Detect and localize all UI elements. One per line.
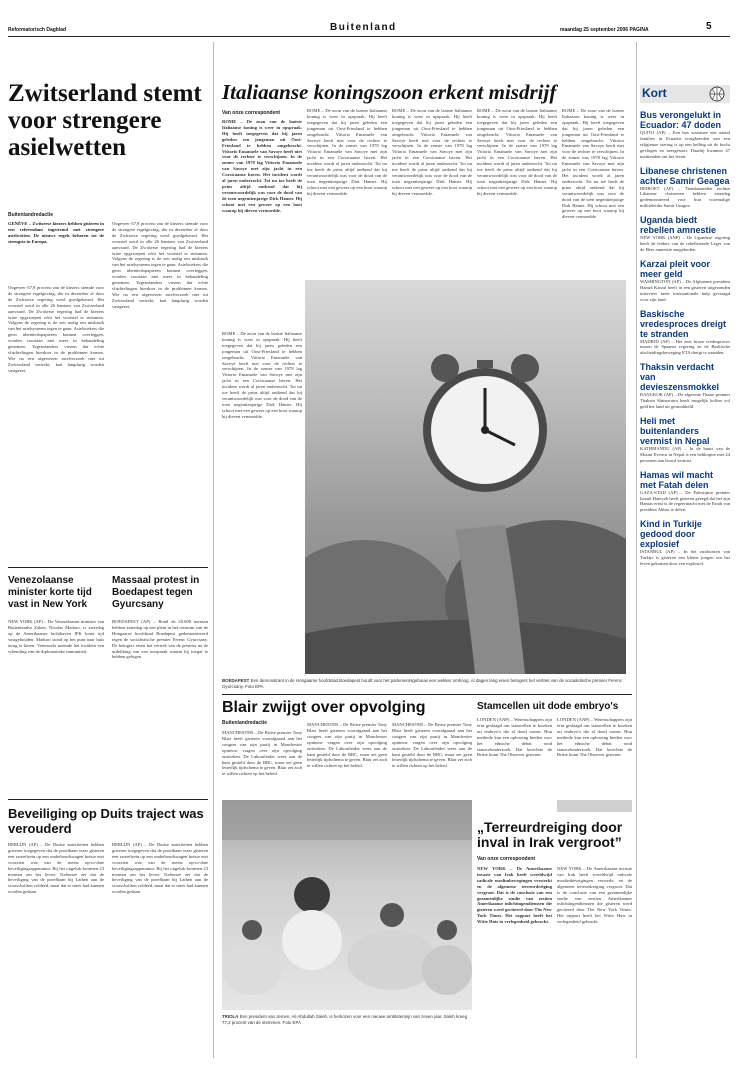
blair-col1: MANCHESTER – De Britse premier Tony Blair heeft gisteren voorafgaand aan het congres van zijn partij in Manchester opnieuw vragen over zijn opvolging ontweken. De Labourleider wees aan de kant gesteld door de BBC, maar zei geen letterlijk tijdschema te geven. Blair zei zich te willen richten op het beleid. xyxy=(222,730,302,777)
zwitserland-text: Ongeveer 67,8 procent van de kiezers stemde voor de strengere regelgeving, die in december al door de Zwitserse regering werd goedgekeurd. Het voorstel werd in alle 26 kantons van Zwitserland aanvaard. De Zwitserse regering had de kiezers ertoe opgeroepen vóór het voorstel te stemmen. Volgens de regering is de wet nodig om misbruik van het asielsysteem tegen te gaan. Asielzoekers die geen identiteitspapieren kunnen overleggen, worden voortaan niet meer in behandeling genomen. Tegenstanders vrezen dat echte vluchtelingen hierdoor in de problemen komen. Wie na een afgewezen asielverzoek niet uit Zwitserland vertrekt, kan langdurig worden vastgezet. xyxy=(8,285,104,373)
clock-caption-credit: Foto EPA xyxy=(245,683,264,689)
zwitserland-body-col2 xyxy=(112,221,208,561)
kort-item-title: Hamas wil macht met Fatah delen xyxy=(640,469,714,490)
masthead-rule xyxy=(8,36,730,37)
clock-caption-text: Een demonstrant in de Hongaarse hoofdstad Boedapest houdt voor het parlementsgebouw een wekker omhoog. Al dagen lang eisen betogers het vertrek van de socialistische premier Ferenc Gyurcsany. xyxy=(222,678,623,689)
italie-col3: ROME – De zoon van de laatste Italiaanse koning is weer in opspraak. Hij heeft toegegeven dat hij jaren geleden een jongeman uit Oost-Friesland te hebben omgebracht. Vittorio Emanuele van Savoye heeft niet voor de rechter te verschijnen. In de zomer van 1978 lag Vittorio Emanuele van Savoye met zijn jacht in een Corsicaanse haven. Het incident wordt al jaren onderzocht. Tot nu toe heeft de prins altijd ontkend dat hij verantwoordelijk was voor de dood van de toen negentienjarige Dirk Hamer. Hij schoot met een geweer op een boot waarop hij dieven vermoedde. xyxy=(392,108,472,196)
stamcellen-headline: Stamcellen uit dode embryo's xyxy=(477,701,619,712)
beveiliging-headline: Beveiliging op Duits traject was verouderd xyxy=(8,806,204,836)
page-number: 5 xyxy=(706,21,712,32)
kort-list xyxy=(640,110,730,1058)
date-text: maandag 25 september 2006 xyxy=(560,27,629,33)
italie-col4: ROME – De zoon van de laatste Italiaanse koning is weer in opspraak. Hij heeft toegegeven dat hij jaren geleden een jongeman uit Oost-Friesland te hebben omgebracht. Vittorio Emanuele van Savoye heeft niet voor de rechter te verschijnen. In de zomer van 1978 lag Vittorio Emanuele van Savoye met zijn jacht in een Corsicaanse haven. Het incident wordt al jaren onderzocht. Tot nu toe heeft de prins altijd ontkend dat hij verantwoordelijk was voor de dood van de toen negentienjarige Dirk Hamer. Hij schoot met een geweer op een boot waarop hij dieven vermoedde. xyxy=(477,108,557,196)
page-label: PAGINA xyxy=(629,27,649,33)
prayer-caption-credit: Foto EPA xyxy=(282,1019,302,1025)
massaal-headline: Massaal protest in Boedapest tegen Gyurcsany xyxy=(112,575,200,610)
column-divider-left xyxy=(213,42,214,1058)
clock-caption-label: BOEDAPEST xyxy=(222,678,250,683)
page-date xyxy=(560,27,649,33)
italie-col1 xyxy=(222,119,302,327)
kort-item-title: Baskische vredesproces dreigt te stranden xyxy=(640,308,727,339)
beveiliging-body-col2: BERLIJN (AP) – De Duitse autoriteiten hebben gisteren toegegeven dat de proefbaan waar gisteren een zweeftrein op een onderhoudswagen botste niet voorzien was van de meest up-to-date beveiligingsapparatuur. Bij het ongeluk kwamen 23 mensen om het leven. Tiefensee zei dat de beveiliging van de proefbaan bij Lathen aan de voorschriften voldeed, maar dat er meer had kunnen worden gedaan. xyxy=(112,842,208,895)
terreur-photo-strip xyxy=(557,800,632,812)
kort-item-text: ISTANBUL (AP) – In het zuidoosten van Turkije is gisteren een kleine jongen om het leven gekomen door een explosief. xyxy=(640,549,730,567)
kort-item-title: Karzai pleit voor meer geld xyxy=(640,258,711,279)
massaal-body: BOEDAPEST (AP) – Rond de 20.000 mensen hebben zaterdag op een plein in het centrum van de Hongaarse hoofdstad Boedapest gedemonstreerd tegen de socialistische premier Ferenc Gyurcsany. De betogers eisen het vertrek van de premier na de uitlekking van een toespraak waarin hij toegaf te hebben gelogen. xyxy=(112,619,208,660)
paper-name: Reformatorisch Dagblad xyxy=(8,27,67,33)
prayer-photo-art xyxy=(222,800,472,1010)
kort-item xyxy=(640,416,730,464)
terreur-col2: NEW YORK – De Amerikaanse invasie van Irak heeft wereldwijd radicale moslimbewegingen versterkt en de algemene terreurdreiging vergroot. Dat is de conclusie van een gezamenlijke studie van zestien Amerikaanse inlichtingendiensten die gisteren werd geciteerd door The New York Times. Het rapport heeft het Witte Huis in verlegenheid gebracht. xyxy=(557,866,632,925)
kort-item-text: KATHMANDU (AP) – In de buurt van de Mount Everest in Nepal is een helikopter met 24 personen aan boord vermist. xyxy=(640,445,730,463)
kort-item-title: Thaksin verdacht van devieszensmokkel xyxy=(640,362,720,393)
kort-item-text: MADRID (AP) – Het zeer broze vredesproces tussen de Spaanse regering en de Baskische afscheidingsbeweging ETA dreigt te stranden. xyxy=(640,338,730,356)
italie-byline: Van onze correspondent xyxy=(222,110,281,116)
italie-col1b: ROME – De zoon van de laatste Italiaanse koning is weer in opspraak. Hij heeft toegegeven dat hij jaren geleden een jongeman uit Oost-Friesland te hebben omgebracht. Vittorio Emanuele van Savoye heeft niet voor de rechter te verschijnen. In de zomer van 1978 lag Vittorio Emanuele van Savoye met zijn jacht in een Corsicaanse haven. Het incident wordt al jaren onderzocht. Tot nu toe heeft de prins altijd ontkend dat hij verantwoordelijk was voor de dood van de toen negentienjarige Dirk Hamer. Hij schoot met een geweer op een boot waarop hij dieven vermoedde. xyxy=(222,331,302,419)
kort-item-text: QUITO (AP) – Een bus waarmee een aantal families in Ecuador terugkeerden van een religieuze viering is op een helling uit de bocht gevlogen en neergestort. Daarbij kwamen 47 inzittenden om het leven. xyxy=(640,130,730,159)
terreur-byline: Van onze correspondent xyxy=(477,856,536,862)
kort-item-text: BEIROET (AP) – Tienduizenden rechtse Libanese christenen hebben zaterdag gedemonstreerd voor hun voormalige militieleider Samir Geagea. xyxy=(640,185,730,209)
italie-lead: ROME – De zoon van de laatste Italiaanse koning is weer in opspraak. Hij heeft toegegeven dat hij jaren geleden een jongeman uit Oost-Friesland te hebben omgebracht. Vittorio Emanuele van Savoye heeft niet voor de rechter te verschijnen. In de zomer van 1978 lag Vittorio Emanuele van Savoye met zijn jacht in een Corsicaanse haven. Het incident wordt al jaren onderzocht. Tot nu toe heeft de prins altijd ontkend dat hij verantwoordelijk was voor de dood van de toen negentienjarige Dirk Hamer. Hij schoot met een geweer op een boot waarop hij dieven vermoedde. xyxy=(222,119,302,213)
kort-item xyxy=(640,309,730,357)
stamcellen-col2: LONDEN (ANP) – Wetenschappers zijn erin geslaagd om stamcellen te kweken uit embryo's die al dood waren. Hun methode kan een oplossing bieden voor het ethische debat rond stamcelonderzoek. Dat berichtte de Britse krant The Observer gisteren. xyxy=(557,717,632,758)
column-divider-right xyxy=(636,42,637,1058)
italie-col5: ROME – De zoon van de laatste Italiaanse koning is weer in opspraak. Hij heeft toegegeven dat hij jaren geleden een jongeman uit Oost-Friesland te hebben omgebracht. Vittorio Emanuele van Savoye heeft niet voor de rechter te verschijnen. In de zomer van 1978 lag Vittorio Emanuele van Savoye met zijn jacht in een Corsicaanse haven. Het incident wordt al jaren onderzocht. Tot nu toe heeft de prins altijd ontkend dat hij verantwoordelijk was voor de dood van de toen negentienjarige Dirk Hamer. Hij schoot met een geweer op een boot waarop hij dieven vermoedde. xyxy=(562,108,624,220)
clock-caption xyxy=(222,678,632,691)
zwitserland-body xyxy=(8,285,104,562)
zwitserland-text-col2: Ongeveer 67,8 procent van de kiezers stemde voor de strengere regelgeving, die in december al door de Zwitserse regering werd goedgekeurd. Het voorstel werd in alle 26 kantons van Zwitserland aanvaard. De Zwitserse regering had de kiezers ertoe opgeroepen vóór het voorstel te stemmen. Volgens de regering is de wet nodig om misbruik van het asielsysteem tegen te gaan. Asielzoekers die geen identiteitspapieren kunnen overleggen, worden voortaan niet meer in behandeling genomen. Tegenstanders vrezen dat echte vluchtelingen hierdoor in de problemen komen. Wie na een afgewezen asielverzoek niet uit Zwitserland vertrekt, kan langdurig worden vastgezet. xyxy=(112,221,208,309)
divider-left-1 xyxy=(8,567,208,568)
prayer-caption xyxy=(222,1014,472,1034)
prayer-caption-text: Een president van Jemen, Ali Abdullah Saleh, is herkozen voor een nieuwe ambtstermijn van zeven jaar. Saleh kreeg 77,2 procent van de stemmen. xyxy=(222,1014,468,1025)
prayer-photo xyxy=(222,800,472,1010)
blair-col3: MANCHESTER – De Britse premier Tony Blair heeft gisteren voorafgaand aan het congres van zijn partij in Manchester opnieuw vragen over zijn opvolging ontweken. De Labourleider wees aan de kant gesteld door de BBC, maar zei geen letterlijk tijdschema te geven. Blair zei zich te willen richten op het beleid. xyxy=(392,722,472,769)
kort-item-text: NEW YORK (ANP) – De Ugandese regering heeft de leiders van de rebellerende Leger van de Heer amnestie aangeboden. xyxy=(640,235,730,252)
blair-byline: Buitenlandredactie xyxy=(222,720,268,726)
terreur-headline: „Terreurdreiging door inval in Irak vergroot” xyxy=(477,819,623,850)
zwitserland-lead: GENÈVE – Zwitserse kiezers hebben gisteren in een referendum ingestemd met strengere asielwetten. De nieuwe regels behoren tot de strengste in Europa. xyxy=(8,221,104,244)
kort-item xyxy=(640,259,730,303)
kort-item-title: Libanese christenen achter Samir Geagea xyxy=(640,165,730,186)
blair-col2: MANCHESTER – De Britse premier Tony Blair heeft gisteren voorafgaand aan het congres van zijn partij in Manchester opnieuw vragen over zijn opvolging ontweken. De Labourleider wees aan de kant gesteld door de BBC, maar zei geen letterlijk tijdschema te geven. Blair zei zich te willen richten op het beleid. xyxy=(307,722,387,769)
divider-left-2 xyxy=(8,799,208,800)
kort-item-text: WASHINGTON (AP) – De Afghaanse president Hamid Karzai heeft in een gisteren uitgezonden interview meer internationale hulp gevraagd voor zijn land. xyxy=(640,278,730,302)
zwitserland-headline: Zwitserland stemt voor strengere asielwetten xyxy=(8,80,202,161)
divider-center-1 xyxy=(222,694,632,695)
kort-item xyxy=(640,215,730,253)
zwitserland-byline: Buitenlandredactie xyxy=(8,212,54,218)
kort-item-title: Kind in Turkije gedood door explosief xyxy=(640,519,702,550)
kort-item-text: BANGKOK (AP) – De afgezette Thaise premier Thaksin Shinawatra heeft mogelijk kolfen vol geld het land uit gesmokkeld. xyxy=(640,392,730,410)
kort-item xyxy=(640,110,730,160)
kort-item-title: Heli met buitenlanders vermist in Nepal xyxy=(640,415,710,446)
beveiliging-body: BERLIJN (AP) – De Duitse autoriteiten hebben gisteren toegegeven dat de proefbaan waar gisteren een zweeftrein op een onderhoudswagen botste niet voorzien was van de meest up-to-date beveiligingsapparatuur. Bij het ongeluk kwamen 23 mensen om het leven. Tiefensee zei dat de beveiliging van de proefbaan bij Lathen aan de voorschriften voldeed, maar dat er meer had kunnen worden gedaan. xyxy=(8,842,104,895)
terreur-col1: NEW YORK – De Amerikaanse invasie van Irak heeft wereldwijd radicale moslimbewegingen versterkt en de algemene terreurdreiging vergroot. Dat is de conclusie van een gezamenlijke studie van zestien Amerikaanse inlichtingendiensten die gisteren werd geciteerd door The New York Times. Het rapport heeft het Witte Huis in verlegenheid gebracht. xyxy=(477,866,552,925)
kort-item xyxy=(640,166,730,210)
kort-item-title: Uganda biedt rebellen amnestie xyxy=(640,215,717,236)
kort-item-text: GAZA-STAD (AP) – De Palestijnse premier Ismail Haniyeh heeft gisteren gezegd dat het zijn Hamas ernst is de regeermacht met de Fatah van president Abbas te delen. xyxy=(640,489,730,513)
kort-item xyxy=(640,362,730,410)
venezolaanse-body: NEW YORK (AP) – De Venezolaanse minister van Buitenlandse Zaken, Nicolas Maduro, is zaterdag op de Amerikaanse luchthaven JFK korte tijd vastgehouden. Maduro stond op het punt naar huis terug te keren. Venezuela noemde het incident een schending van de diplomatieke immuniteit. xyxy=(8,619,104,654)
section-title: Buitenland xyxy=(330,22,397,33)
kort-title: Kort xyxy=(642,86,667,100)
kort-header xyxy=(640,85,730,103)
italie-headline: Italiaanse koningszoon erkent misdrijf xyxy=(222,80,557,104)
blair-headline: Blair zwijgt over opvolging xyxy=(222,699,426,716)
clock-photo xyxy=(305,280,626,674)
kort-item-title: Bus verongelukt in Ecuador: 47 doden xyxy=(640,110,722,130)
venezolaanse-headline: Venezolaanse minister korte tijd vast in New York xyxy=(8,575,92,610)
globe-icon xyxy=(706,86,728,102)
stamcellen-col1: LONDEN (ANP) – Wetenschappers zijn erin geslaagd om stamcellen te kweken uit embryo's die al dood waren. Hun methode kan een oplossing bieden voor het ethische debat rond stamcelonderzoek. Dat berichtte de Britse krant The Observer gisteren. xyxy=(477,717,552,758)
prayer-caption-label: TRIOLA xyxy=(222,1014,239,1019)
alarm-clock-icon xyxy=(423,354,547,492)
italie-col2: ROME – De zoon van de laatste Italiaanse koning is weer in opspraak. Hij heeft toegegeven dat hij jaren geleden een jongeman uit Oost-Friesland te hebben omgebracht. Vittorio Emanuele van Savoye heeft niet voor de rechter te verschijnen. In de zomer van 1978 lag Vittorio Emanuele van Savoye met zijn jacht in een Corsicaanse haven. Het incident wordt al jaren onderzocht. Tot nu toe heeft de prins altijd ontkend dat hij verantwoordelijk was voor de dood van de toen negentienjarige Dirk Hamer. Hij schoot met een geweer op een boot waarop hij dieven vermoedde. xyxy=(307,108,387,196)
clock-photo-art xyxy=(305,280,626,674)
kort-item xyxy=(640,519,730,567)
kort-item xyxy=(640,470,730,514)
